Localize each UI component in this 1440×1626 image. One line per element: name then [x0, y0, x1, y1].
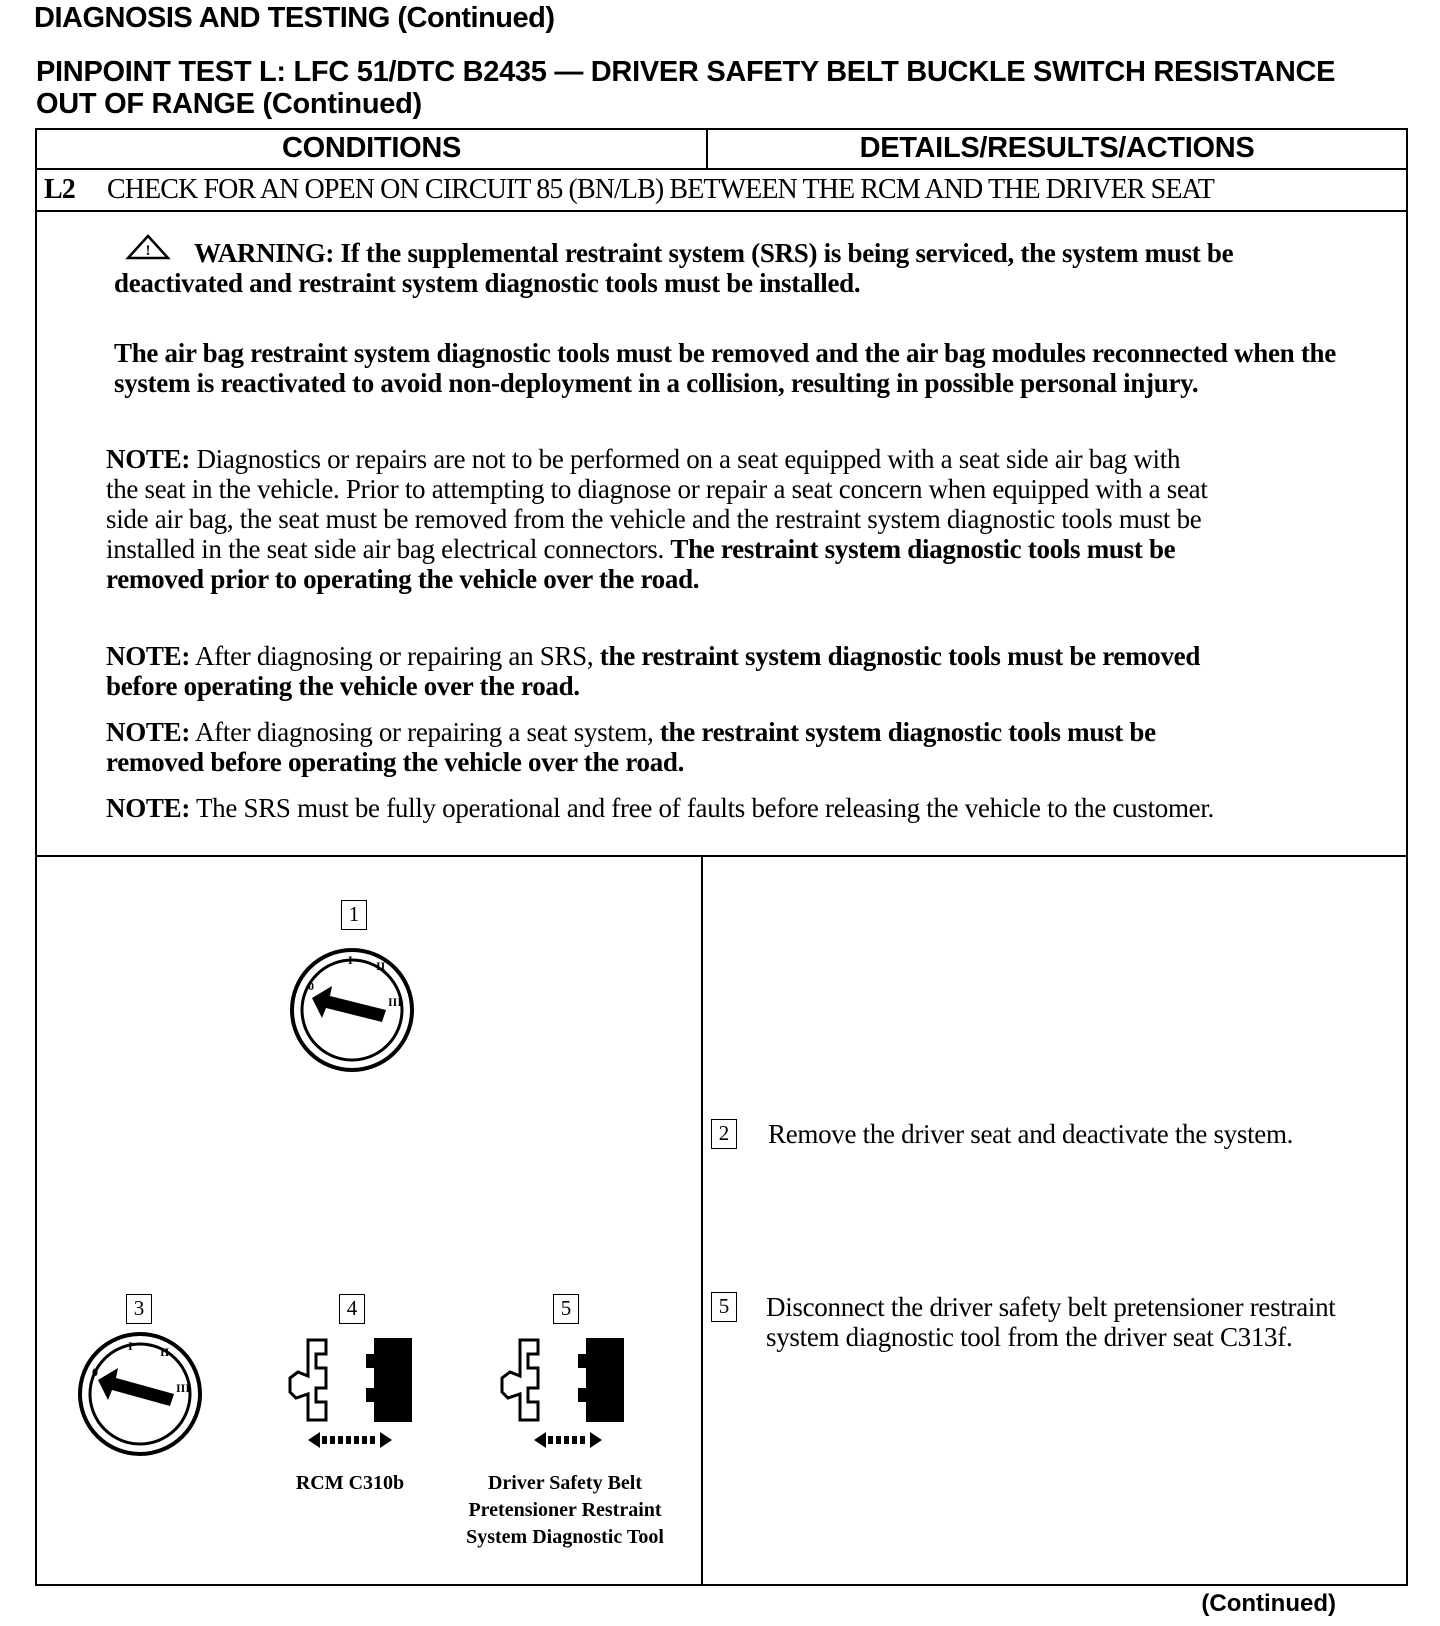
callout-4: 4 — [339, 1294, 365, 1324]
svg-text:II: II — [160, 1345, 170, 1359]
callout-1: 1 — [341, 900, 367, 930]
note-bold-text: the restraint system diagnostic tools must be removed before operating the vehicle over the road. — [106, 641, 1201, 701]
svg-text:III: III — [176, 1381, 191, 1395]
step-id: L2 — [44, 174, 75, 205]
note-3 — [106, 717, 1216, 777]
note-2 — [106, 641, 1216, 701]
svg-text:0: 0 — [308, 979, 314, 993]
step-title-divider — [35, 210, 1408, 212]
caption-diagnostic-tool: Driver Safety Belt Pretensioner Restraint System Diagnostic Tool — [466, 1472, 664, 1548]
note-text: After diagnosing or repairing a seat system, — [194, 717, 654, 747]
column-header-conditions: CONDITIONS — [281, 132, 462, 164]
action-2-text: Remove the driver seat and deactivate the system. — [768, 1119, 1294, 1149]
column-divider — [701, 855, 703, 1586]
action-5-text: Disconnect the driver safety belt pretensioner restraint system diagnostic tool from the driver seat C313f. — [766, 1292, 1336, 1352]
action-2-callout: 2 — [711, 1119, 737, 1149]
ignition-switch-icon — [288, 946, 416, 1074]
note-text: The SRS must be fully operational and free of faults before releasing the vehicle to the customer. — [195, 793, 1215, 823]
note-label: NOTE: — [106, 444, 191, 474]
pinpoint-test-title: PINPOINT TEST L: LFC 51/DTC B2435 — DRIVER SAFETY BELT BUCKLE SWITCH RESISTANCE OUT OF RANGE (Continued) — [36, 56, 1336, 120]
notes-divider — [35, 855, 1408, 857]
svg-text:!: ! — [145, 243, 151, 259]
step-title: CHECK FOR AN OPEN ON CIRCUIT 85 (BN/LB) BETWEEN THE RCM AND THE DRIVER SEAT — [107, 174, 1214, 205]
header-divider — [35, 168, 1408, 170]
note-label: NOTE: — [106, 641, 191, 671]
step-row — [44, 174, 1214, 206]
note-bold-text: The restraint system diagnostic tools must be removed prior to operating the vehicle over the road. — [106, 534, 1176, 594]
caption-rcm-connector: RCM C310b — [295, 1472, 405, 1494]
continued-label: (Continued) — [1201, 1590, 1336, 1617]
svg-text:0: 0 — [92, 1365, 98, 1379]
svg-text:III: III — [388, 995, 403, 1009]
note-text: Diagnostics or repairs are not to be performed on a seat equipped with a seat side air bag with the seat in the vehicle. Prior to attempting to diagnose or repair a seat concern when equipped with a seat side air bag, the seat must be removed from the vehicle and the restraint system diagnostic tools must be installed in the seat side air bag electrical connectors. — [106, 444, 1208, 564]
note-4 — [106, 793, 1216, 823]
svg-text:I: I — [128, 1339, 133, 1353]
note-label: NOTE: — [106, 717, 191, 747]
svg-text:I: I — [348, 953, 353, 967]
note-text: After diagnosing or repairing an SRS, — [194, 641, 594, 671]
callout-3: 3 — [126, 1294, 152, 1324]
note-bold-text: the restraint system diagnostic tools must be removed before operating the vehicle over the road. — [106, 717, 1156, 777]
warning-paragraph-2: The air bag restraint system diagnostic tools must be removed and the air bag modules reconnected when the system is reactivated to avoid non-deployment in a collision, resulting in possible personal injury. — [114, 338, 1336, 398]
action-5-callout: 5 — [711, 1292, 737, 1322]
ignition-switch-off-icon — [76, 1330, 204, 1458]
note-1 — [106, 444, 1216, 594]
note-label: NOTE: — [106, 793, 191, 823]
section-title: DIAGNOSIS AND TESTING (Continued) — [34, 2, 555, 34]
warning-paragraph-1: WARNING: If the supplemental restraint system (SRS) is being serviced, the system must be deactivated and restraint system diagnostic tools must be installed. — [114, 238, 1234, 298]
svg-text:II: II — [376, 959, 386, 973]
diagnostic-tool-connector-icon — [498, 1336, 628, 1456]
connector-disconnect-icon — [286, 1336, 416, 1456]
column-header-details: DETAILS/RESULTS/ACTIONS — [859, 132, 1255, 164]
callout-5: 5 — [553, 1294, 579, 1324]
